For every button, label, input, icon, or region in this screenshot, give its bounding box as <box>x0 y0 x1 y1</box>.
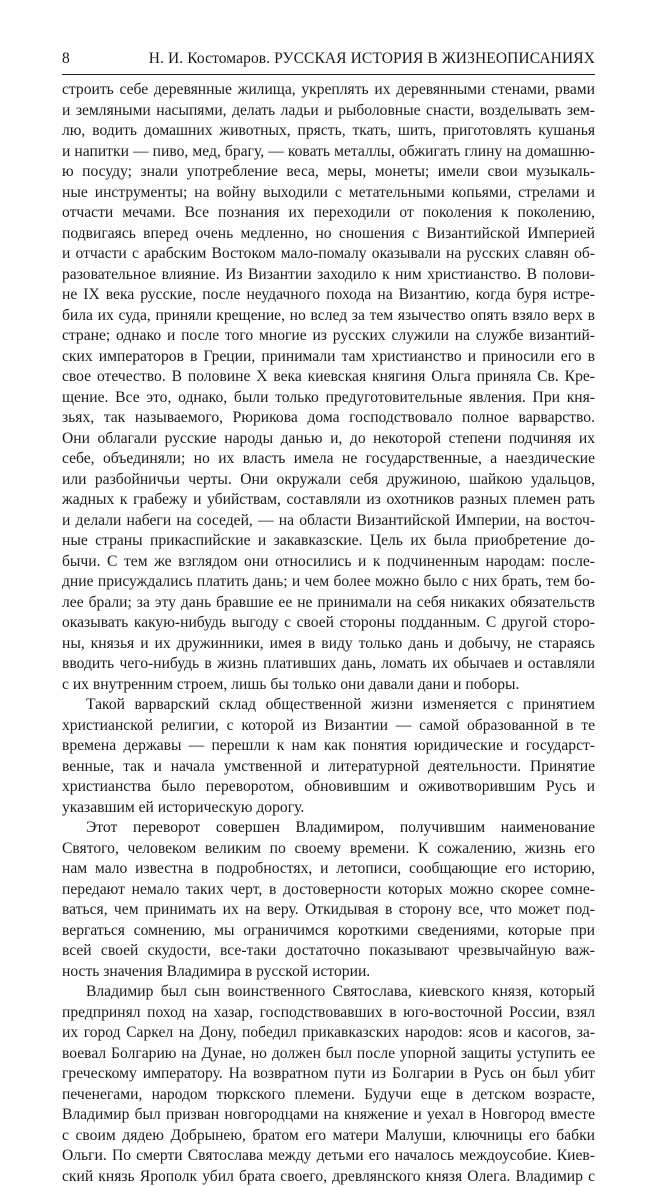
text-line: била их суда, приняли крещение, но вслед за тем язычество опять взяло верх в <box>62 306 595 327</box>
text-line: бычи. С тем же взглядом они относились и к подчиненным народам: после- <box>62 552 595 573</box>
text-line: ю посуду; знали употребление веса, меры, монеты; имели свои музыкаль- <box>62 162 595 183</box>
text-line: стране; однако и после того многие из русских служили на службе византий- <box>62 326 595 347</box>
text-line: времена державы — перешли к нам как понятия юридические и государст- <box>62 736 595 757</box>
text-line: подвигаясь вперед очень медленно, но сношения с Византийской Империей <box>62 224 595 245</box>
text-line: воевал Болгарию на Дунае, но должен был после упорной защиты уступить ее <box>62 1044 595 1065</box>
text-line: вергаться сомнению, мы ограничимся короткими сведениями, которые при <box>62 921 595 942</box>
text-line: Владимир был сын воинственного Святослава, киевского князя, который <box>62 982 595 1003</box>
text-line: с их внутренним строем, лишь бы только они давали дани и поборы. <box>62 675 595 696</box>
text-line: ные инструменты; на войну выходили с метательными копьями, стрелами и <box>62 183 595 204</box>
text-line: Этот переворот совершен Владимиром, получившим наименование <box>62 818 595 839</box>
text-line: предпринял поход на хазар, господствовавших в юго-восточной России, взял <box>62 1003 595 1024</box>
text-line: жадных к грабежу и убийствам, составляли из охотников разных племен рать <box>62 490 595 511</box>
text-line: ских императоров в Греции, принимали там христианство и приносили его в <box>62 347 595 368</box>
text-line: себе, объединяли; но их власть имела не государственные, а наездические <box>62 449 595 470</box>
text-line: и делали набеги на соседей, — на области Византийской Империи, на восточ- <box>62 511 595 532</box>
page-number: 8 <box>62 48 70 70</box>
text-line: и отчасти с арабским Востоком мало-помалу оказывали на русских славян об- <box>62 244 595 265</box>
text-line: Владимир был призван новгородцами на княжение и уехал в Новгород вместе <box>62 1105 595 1126</box>
text-line: ны, князья и их дружинники, имея в виду только дань и добычу, не стараясь <box>62 634 595 655</box>
text-line: вводить чего-нибудь в жизнь плативших дань, ломать их обычаев и оставляли <box>62 654 595 675</box>
paragraph <box>62 695 595 818</box>
text-line: или разбойничьи черты. Они окружали себя дружиною, шайкою удальцов, <box>62 470 595 491</box>
text-line: и земляными насыпями, делать ладьи и рыболовные снасти, возделывать зем- <box>62 101 595 122</box>
text-line: свое отечество. В половине X века киевская княгиня Ольга приняла Св. Кре- <box>62 367 595 388</box>
text-line: ность значения Владимира в русской истории. <box>62 962 595 983</box>
text-line: с своим дядею Добрынею, братом его матери Малуши, ключницы его бабки <box>62 1126 595 1147</box>
text-line: греческому императору. На возвратном пути из Болгарии в Русь он был убит <box>62 1064 595 1085</box>
text-line: строить себе деревянные жилища, укреплять их деревянными стенами, рвами <box>62 80 595 101</box>
text-line: всей своей скудости, все-таки достаточно показывают чрезвычайную важ- <box>62 941 595 962</box>
text-line: печенегами, народом тюркского племени. Будучи еще в детском возрасте, <box>62 1085 595 1106</box>
paragraph <box>62 982 595 1187</box>
text-line: дние присуждались платить дань; и чем более можно было с них брать, тем бо- <box>62 572 595 593</box>
text-line: зьях, так называемого, Рюрикова дома господствовало полное варварство. <box>62 408 595 429</box>
text-line: лее брали; за эту дань бравшие ее не принимали на себя никаких обязательств <box>62 593 595 614</box>
paragraph <box>62 80 595 695</box>
text-line: отчасти мечами. Все познания их переходили от поколения к поколению, <box>62 203 595 224</box>
text-line: Они облагали русские народы данью и, до некоторой степени подчиняя их <box>62 429 595 450</box>
text-line: указавшим ей историческую дорогу. <box>62 798 595 819</box>
text-line: оказывать какую-нибудь выгоду с своей стороны подданным. С другой сторо- <box>62 613 595 634</box>
text-line: христианства было переворотом, обновившим и оживотворившим Русь и <box>62 777 595 798</box>
text-line: лю, водить домашних животных, прясть, ткать, шить, приготовлять кушанья <box>62 121 595 142</box>
text-line: Такой варварский склад общественной жизни изменяется с принятием <box>62 695 595 716</box>
text-line: щение. Все это, однако, были только предуготовительные явления. При кня- <box>62 388 595 409</box>
running-title: Н. И. Костомаров. РУССКАЯ ИСТОРИЯ В ЖИЗНЕОПИСАНИЯХ <box>149 48 595 70</box>
text-line: передают немало таких черт, в достоверности которых можно скорее сомне- <box>62 880 595 901</box>
text-line: Ольги. По смерти Святослава между детьми его началось междоусобие. Киев- <box>62 1146 595 1167</box>
text-line: не IX века русские, после неудачного похода на Византию, когда буря истре- <box>62 285 595 306</box>
text-line: их город Саркел на Дону, победил прикавказских народов: ясов и касогов, за- <box>62 1023 595 1044</box>
header-rule <box>62 74 595 75</box>
text-line: венные, так и начала умственной и литературной деятельности. Принятие <box>62 757 595 778</box>
text-line: Святого, человеком великим по своему времени. К сожалению, жизнь его <box>62 839 595 860</box>
text-line: христианской религии, с которой из Византии — самой образованной в те <box>62 716 595 737</box>
text-line: ные страны прикаспийские и закавказские. Цель их была приобретение до- <box>62 531 595 552</box>
text-line: ваться, чем принимать их на веру. Откидывая в сторону все, что может под- <box>62 900 595 921</box>
text-line: нам мало известна в подробностях, и летописи, сообщающие его историю, <box>62 859 595 880</box>
paragraph <box>62 818 595 982</box>
page-header <box>62 48 595 70</box>
text-line: разовательное влияние. Из Византии заходило к ним христианство. В полови- <box>62 265 595 286</box>
text-line: ский князь Ярополк убил брата своего, древлянского князя Олега. Владимир с <box>62 1167 595 1187</box>
text-line: и напитки — пиво, мед, брагу, — ковать металлы, обжигать глину на домашню- <box>62 142 595 163</box>
body-text <box>62 80 595 1187</box>
